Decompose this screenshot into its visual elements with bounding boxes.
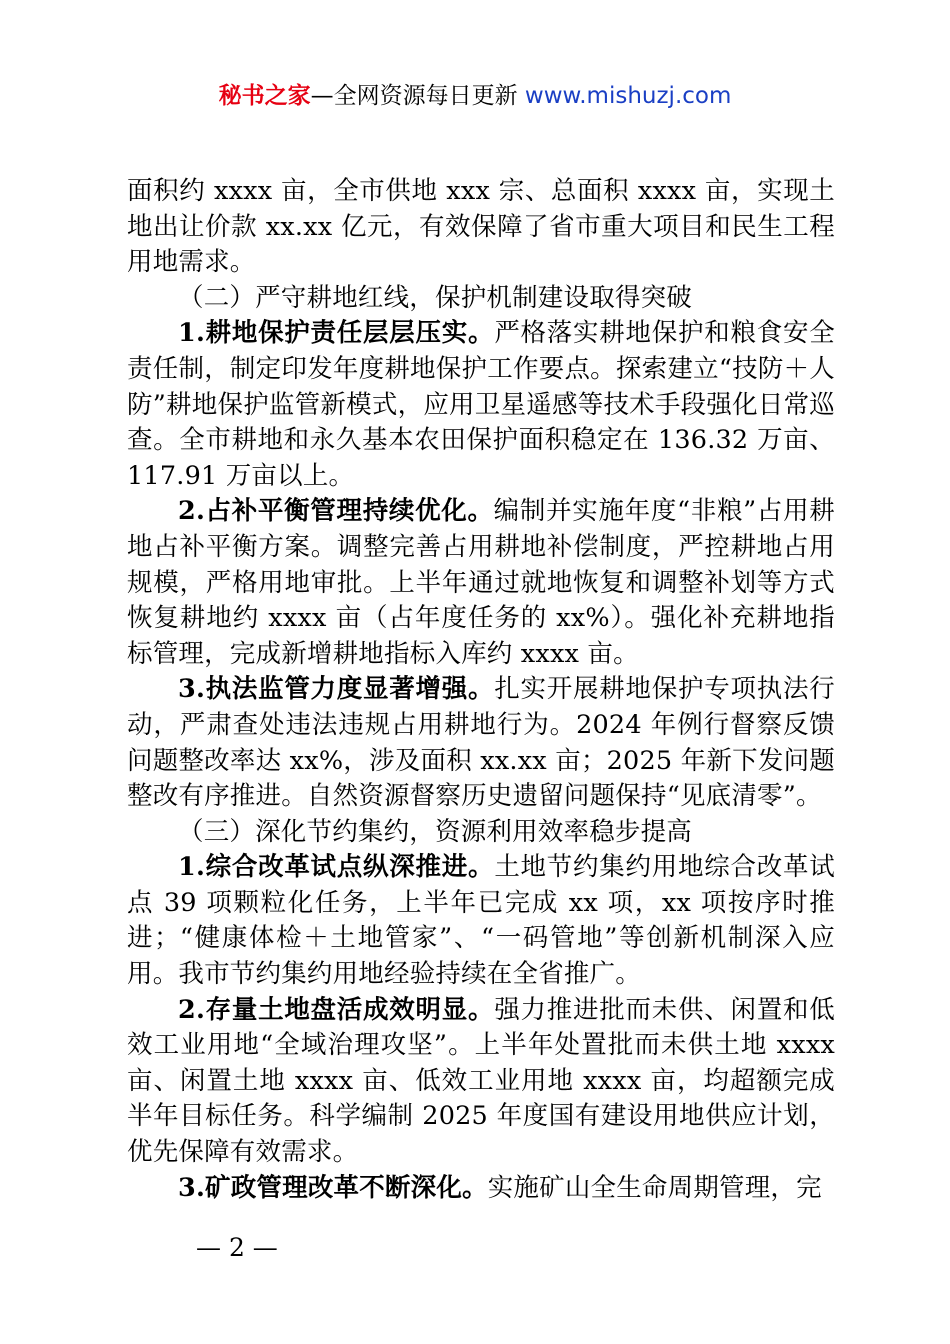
paragraph-continuation (127, 174, 835, 281)
paragraph-text: 严格落实耕地保护和粮食安全责任制，制定印发年度耕地保护工作要点。探索建立“技防＋人防”耕地保护监管新模式，应用卫星遥感等技术手段强化日常巡查。全市耕地和永久基本农田保护面积稳定在 136.32 万亩、117.91 万亩以上。 (127, 318, 835, 491)
paragraph (127, 850, 835, 992)
header-brand: 秘书之家 (218, 83, 311, 109)
paragraph (127, 993, 835, 1171)
paragraph-text: 面积约 xxxx 亩，全市供地 xxx 宗、总面积 xxxx 亩，实现土地出让价款 xx.xx 亿元，有效保障了省市重大项目和民生工程用地需求。 (127, 176, 835, 278)
paragraph-lead: 2.存量土地盘活成效明显。 (178, 994, 495, 1025)
paragraph-lead: 1.综合改革试点纵深推进。 (178, 852, 495, 883)
document-body (127, 174, 835, 1206)
paragraph-lead: 3.执法监管力度显著增强。 (178, 674, 495, 705)
section-heading-text: （三）深化节约集约，资源利用效率稳步提高 (178, 816, 693, 847)
section-heading-3 (127, 815, 835, 851)
paragraph (127, 316, 835, 494)
paragraph-text: 土地节约集约用地综合改革试点 39 项颗粒化任务，上半年已完成 xx 项，xx 项按序时推进；“健康体检＋土地管家”、“一码管地”等创新机制深入应用。我市节约集约用地经验持续在全省推广。 (127, 852, 835, 990)
paragraph-lead: 3.矿政管理改革不断深化。 (178, 1172, 488, 1203)
header-site-link[interactable]: www.mishuzj.com (524, 83, 732, 109)
page-number: — 2 — (196, 1233, 278, 1262)
paragraph (127, 1171, 835, 1207)
paragraph-lead: 1.耕地保护责任层层压实。 (178, 318, 495, 349)
section-heading-2 (127, 281, 835, 317)
paragraph-text: 实施矿山全生命周期管理，完 (487, 1172, 822, 1203)
paragraph (127, 494, 835, 672)
paragraph-text: 编制并实施年度“非粮”占用耕地占补平衡方案。调整完善占用耕地补偿制度，严控耕地占用规模，严格用地审批。上半年通过就地恢复和调整补划等方式恢复耕地约 xxxx 亩（占年度任务的 xx%）。强化补充耕地指标管理，完成新增耕地指标入库约 xxxx 亩。 (127, 496, 835, 669)
header-tagline: —全网资源每日更新 (310, 83, 518, 109)
paragraph-text: 扎实开展耕地保护专项执法行动，严肃查处违法违规占用耕地行为。2024 年例行督察反馈问题整改率达 xx%，涉及面积 xx.xx 亩；2025 年新下发问题整改有序推进。自然资源督察历史遗留问题保持“见底清零”。 (127, 674, 835, 812)
paragraph-text: 强力推进批而未供、闲置和低效工业用地“全域治理攻坚”。上半年处置批而未供土地 xxxx 亩、闲置土地 xxxx 亩、低效工业用地 xxxx 亩，均超额完成半年目标任务。科学编制 2025 年度国有建设用地供应计划，优先保障有效需求。 (127, 994, 835, 1168)
page-header (0, 80, 950, 112)
paragraph-lead: 2.占补平衡管理持续优化。 (178, 496, 494, 527)
paragraph (127, 672, 835, 814)
section-heading-text: （二）严守耕地红线，保护机制建设取得突破 (178, 282, 693, 313)
